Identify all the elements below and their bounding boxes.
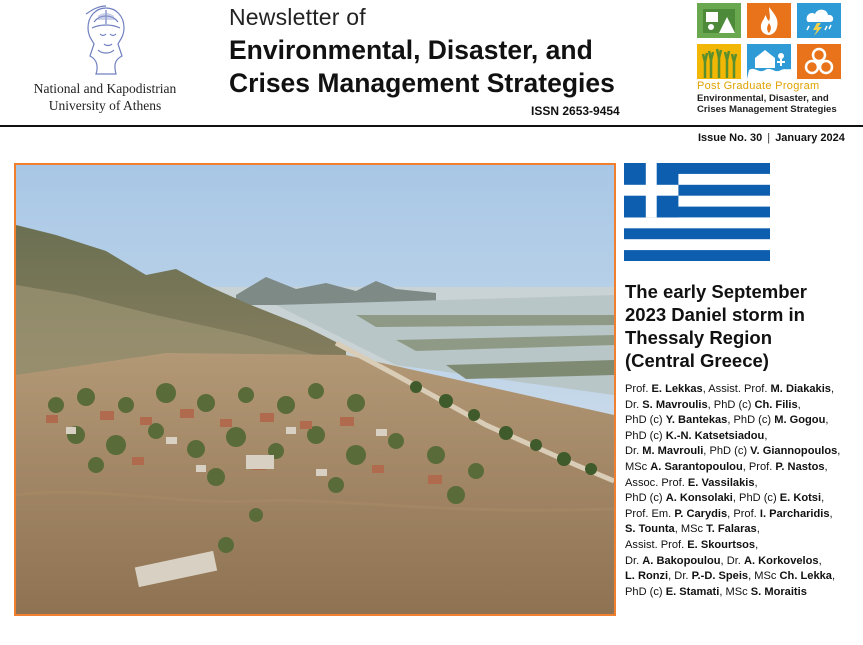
author-name: T. Falaras bbox=[706, 523, 757, 536]
author-title: , MSc bbox=[719, 585, 751, 598]
storm-icon bbox=[797, 3, 841, 38]
author-name: E. Stamati bbox=[665, 585, 720, 598]
author-line bbox=[625, 538, 861, 554]
biohazard-icon bbox=[797, 44, 841, 79]
author-title: , bbox=[764, 429, 768, 442]
headline-line: Thessaly Region bbox=[625, 327, 773, 348]
author-list bbox=[625, 382, 861, 600]
headline-line: 2023 Daniel storm in bbox=[625, 304, 805, 325]
author-title: , bbox=[797, 398, 801, 411]
author-title: , bbox=[829, 507, 833, 520]
author-name: E. Kotsi bbox=[779, 492, 822, 505]
author-title: , bbox=[821, 492, 825, 505]
author-title: , Dr. bbox=[720, 554, 744, 567]
author-title: , bbox=[754, 476, 758, 489]
author-name: M. Gogou bbox=[774, 414, 826, 427]
greek-flag-icon bbox=[624, 163, 770, 261]
author-title: Dr. bbox=[625, 398, 643, 411]
author-name: S. Tounta bbox=[625, 523, 675, 536]
author-name: M. Mavrouli bbox=[642, 445, 704, 458]
author-title: , PhD (c) bbox=[707, 398, 755, 411]
author-title: Prof. Em. bbox=[625, 507, 675, 520]
author-title: , MSc bbox=[748, 570, 780, 583]
university-name-line1: National and Kapodistrian bbox=[33, 81, 177, 96]
author-title: , MSc bbox=[674, 523, 707, 536]
author-line bbox=[625, 569, 861, 585]
author-title: PhD (c) bbox=[625, 492, 666, 505]
author-name: Y. Bantekas bbox=[665, 414, 728, 427]
issue-separator: | bbox=[764, 132, 774, 144]
athena-head-icon bbox=[78, 4, 134, 76]
newsletter-title-line1: Environmental, Disaster, and bbox=[229, 35, 593, 65]
newsletter-title bbox=[229, 34, 669, 100]
program-name bbox=[697, 93, 862, 115]
author-name: K.-N. Katsetsiadou bbox=[665, 429, 765, 442]
author-title: PhD (c) bbox=[625, 414, 666, 427]
author-line bbox=[625, 585, 861, 601]
landslide-icon bbox=[697, 3, 741, 38]
author-line bbox=[625, 507, 861, 523]
author-line bbox=[625, 460, 861, 476]
flooded-village-illustration bbox=[16, 165, 614, 614]
headline-line: (Central Greece) bbox=[625, 350, 769, 371]
author-name: S. Moraitis bbox=[750, 585, 807, 598]
flooded-village-photo bbox=[14, 163, 616, 616]
author-title: , Assist. Prof. bbox=[702, 383, 771, 395]
author-name: A. Sarantopoulou bbox=[650, 460, 743, 473]
hands-icon bbox=[697, 44, 741, 79]
author-title: Dr. bbox=[625, 554, 643, 567]
author-title: , bbox=[818, 554, 822, 567]
author-title: , Dr. bbox=[668, 570, 692, 583]
author-title: PhD (c) bbox=[625, 585, 666, 598]
author-title: , Prof. bbox=[742, 460, 776, 473]
author-title: , PhD (c) bbox=[732, 492, 780, 505]
author-name: Ch. Lekka bbox=[779, 570, 832, 583]
author-name: L. Ronzi bbox=[625, 570, 669, 583]
newsletter-pretitle: Newsletter of bbox=[229, 4, 366, 30]
author-title: Assoc. Prof. bbox=[625, 476, 688, 489]
program-pretitle: Post Graduate Program bbox=[697, 80, 820, 92]
author-line bbox=[625, 476, 861, 492]
author-name: A. Konsolaki bbox=[665, 492, 733, 505]
author-title: Prof. bbox=[625, 383, 652, 395]
author-title: PhD (c) bbox=[625, 429, 666, 442]
headline-line: The early September bbox=[625, 281, 807, 302]
author-title: MSc bbox=[625, 460, 651, 473]
author-line bbox=[625, 491, 861, 507]
flood-icon bbox=[747, 44, 791, 79]
fire-icon bbox=[747, 3, 791, 38]
author-title: , PhD (c) bbox=[727, 414, 775, 427]
author-line bbox=[625, 413, 861, 429]
author-title: , Prof. bbox=[727, 507, 760, 520]
issue-info bbox=[698, 132, 845, 144]
university-name bbox=[0, 80, 210, 114]
issn-label: ISSN 2653-9454 bbox=[531, 104, 620, 118]
author-name: A. Korkovelos bbox=[743, 554, 819, 567]
author-line bbox=[625, 398, 861, 414]
author-line bbox=[625, 382, 861, 398]
author-name: Ch. Filis bbox=[754, 398, 798, 411]
author-title: , bbox=[825, 414, 829, 427]
university-name-line2: University of Athens bbox=[48, 98, 162, 113]
author-name: P. Nastos bbox=[775, 460, 825, 473]
author-title: Dr. bbox=[625, 445, 643, 458]
program-name-line1: Environmental, Disaster, and bbox=[697, 93, 829, 104]
author-title: , bbox=[824, 460, 828, 473]
header-rule bbox=[0, 125, 863, 127]
author-line bbox=[625, 429, 861, 445]
author-line bbox=[625, 444, 861, 460]
author-name: E. Skourtsos bbox=[687, 538, 756, 551]
author-name: V. Giannopoulos bbox=[750, 445, 838, 458]
author-name: M. Diakakis bbox=[770, 383, 831, 395]
author-title: , PhD (c) bbox=[703, 445, 751, 458]
author-name: A. Bakopoulou bbox=[642, 554, 721, 567]
article-headline bbox=[625, 280, 860, 372]
program-logo bbox=[697, 3, 842, 79]
author-name: I. Parcharidis bbox=[759, 507, 830, 520]
author-title: , bbox=[830, 383, 835, 395]
author-title: , bbox=[837, 445, 841, 458]
author-title: , bbox=[756, 523, 760, 536]
author-line bbox=[625, 554, 861, 570]
program-name-line2: Crises Management Strategies bbox=[697, 104, 837, 115]
author-name: E. Vassilakis bbox=[687, 476, 755, 489]
issue-date: January 2024 bbox=[775, 132, 845, 144]
issue-number: Issue No. 30 bbox=[698, 132, 763, 144]
author-title: , bbox=[755, 538, 759, 551]
author-name: E. Lekkas bbox=[651, 383, 703, 395]
author-line bbox=[625, 522, 861, 538]
author-title: , bbox=[831, 570, 836, 583]
author-name: S. Mavroulis bbox=[642, 398, 708, 411]
newsletter-title-line2: Crises Management Strategies bbox=[229, 68, 615, 98]
author-name: P.-D. Speis bbox=[691, 570, 749, 583]
author-title: Assist. Prof. bbox=[625, 538, 688, 551]
author-name: P. Carydis bbox=[674, 507, 728, 520]
